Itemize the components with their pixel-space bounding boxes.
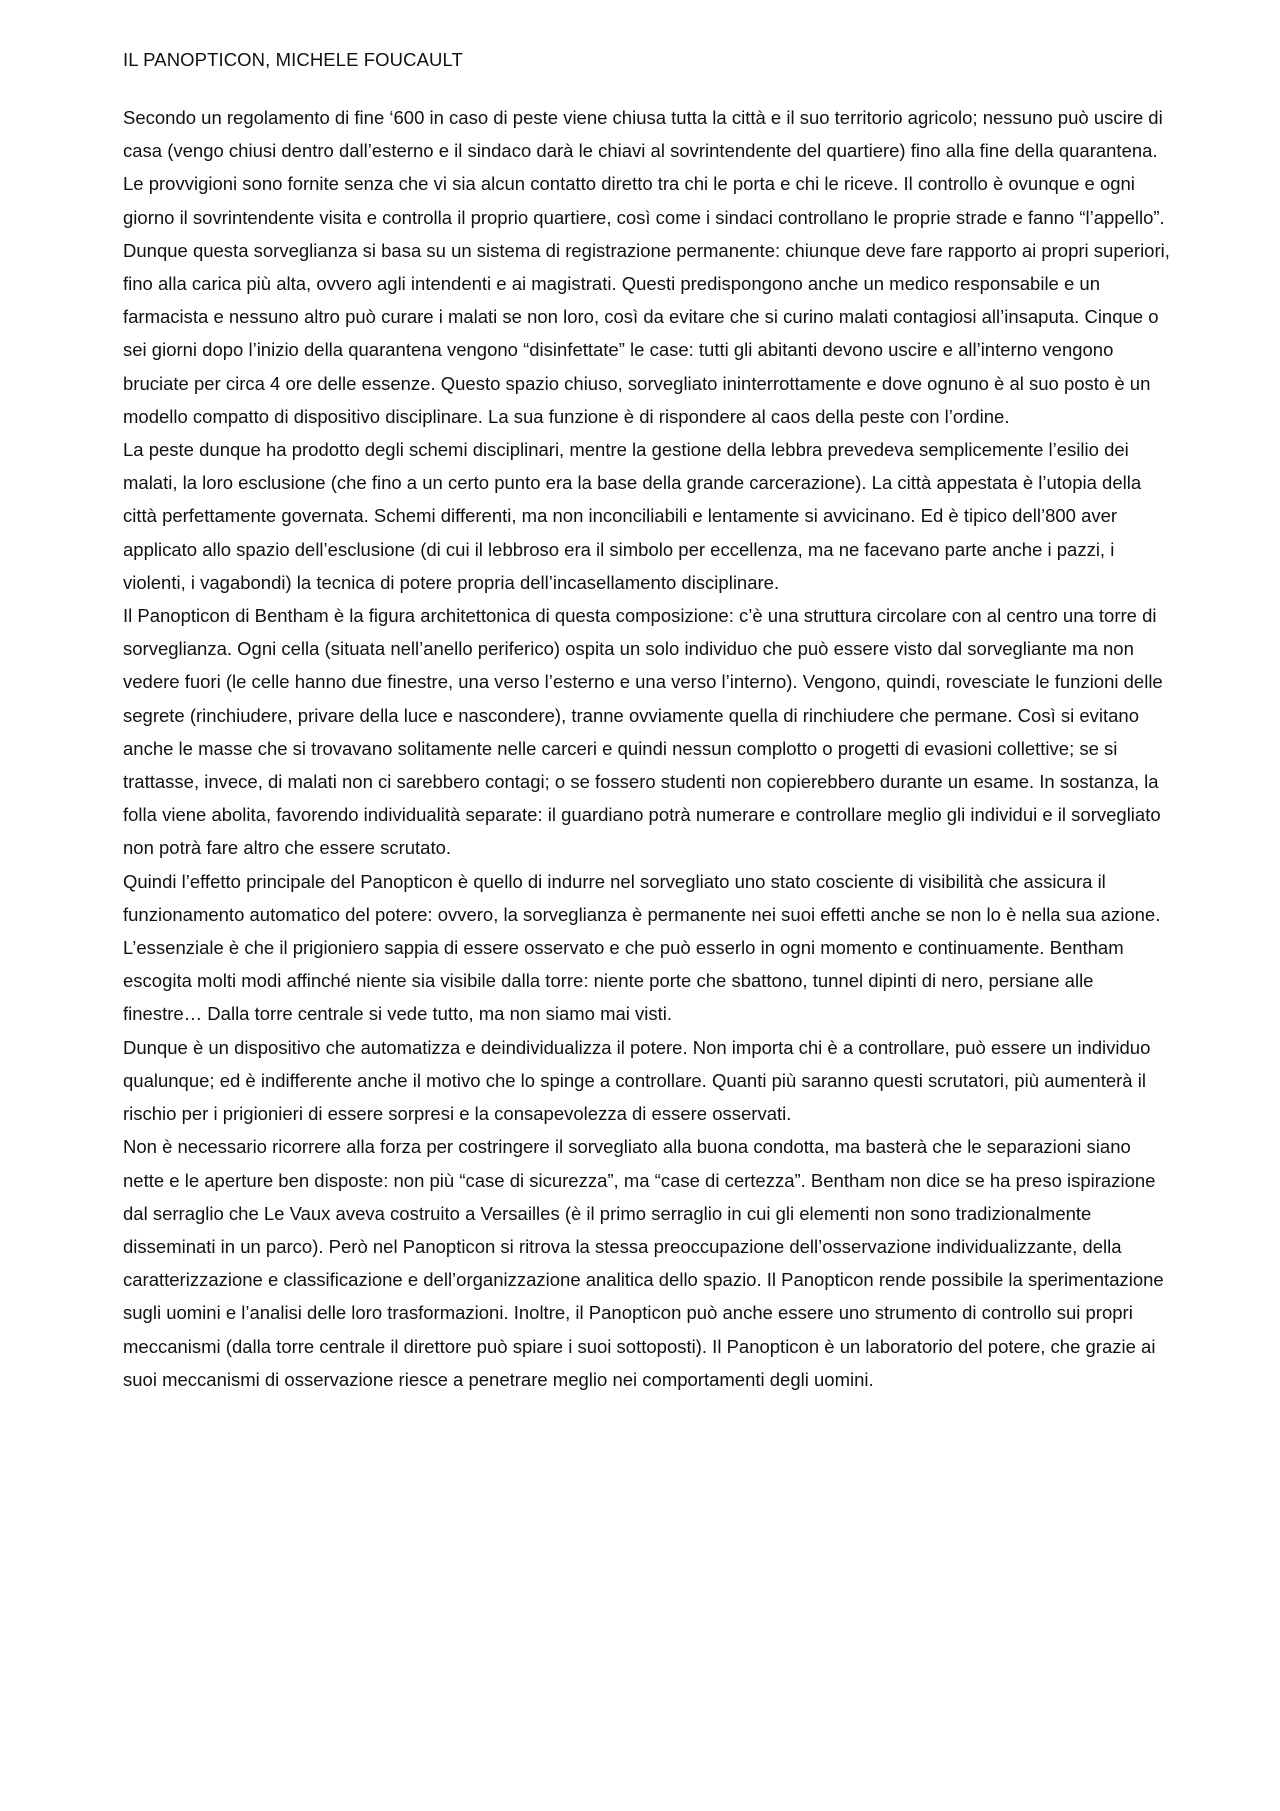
paragraph-bentham-panopticon: Il Panopticon di Bentham è la figura architettonica di questa composizione: c’è una struttura circolare con al centro una torre di sorveglianza. Ogni cella (situata nell’anello periferico) ospita un solo individuo che può essere visto dal sorvegliante ma non vedere fuori (le celle hanno due finestre, una verso l’esterno e una verso l’interno). Vengono, quindi, rovesciate le funzioni delle segrete (rinchiudere, privare della luce e nascondere), tranne ovviamente quella di rinchiudere che permane. Così si evitano anche le masse che si trovavano solitamente nelle carceri e quindi nessun complotto o progetti di evasioni collettive; se si trattasse, invece, di malati non ci sarebbero contagi; o se fossero studenti non copierebbero durante un esame. In sostanza, la folla viene abolita, favorendo individualità separate: il guardiano potrà numerare e controllare meglio gli individui e il sorvegliato non potrà fare altro che essere scrutato. bbox=[123, 605, 1163, 859]
paragraph-plague-vs-leprosy: La peste dunque ha prodotto degli schemi disciplinari, mentre la gestione della lebbra prevedeva semplicemente l’esilio dei malati, la loro esclusione (che fino a un certo punto era la base della grande carcerazione). La città appestata è l’utopia della città perfettamente governata. Schemi differenti, ma non inconciliabili e lentamente si avvicinano. Ed è tipico dell’800 aver applicato allo spazio dell’esclusione (di cui il lebbroso era il simbolo per eccellenza, ma ne facevano parte anche i pazzi, i violenti, i vagabondi) la tecnica di potere propria dell’incasellamento disciplinare. bbox=[123, 439, 1142, 593]
document-title: IL PANOPTICON, MICHELE FOUCAULT bbox=[123, 49, 463, 70]
paragraph-laboratory-of-power: Non è necessario ricorrere alla forza per costringere il sorvegliato alla buona condotta, ma basterà che le separazioni siano nette e le aperture ben disposte: non più “case di sicurezza”, ma “case di certezza”. Bentham non dice se ha preso ispirazione dal serraglio che Le Vaux aveva costruito a Versailles (è il primo serraglio in cui gli elementi non sono tradizionalmente disseminati in un parco). Però nel Panopticon si ritrova la stessa preoccupazione dell’osservazione individualizzante, della caratterizzazione e classificazione e dell’organizzazione analitica dello spazio. Il Panopticon rende possibile la sperimentazione sugli uomini e l’analisi delle loro trasformazioni. Inoltre, il Panopticon può anche essere uno strumento di controllo sui propri meccanismi (dalla torre centrale il direttore può spiare i suoi sottoposti). Il Panopticon è un laboratorio del potere, che grazie ai suoi meccanismi di osservazione riesce a penetrare meglio nei comportamenti degli uomini. bbox=[123, 1136, 1164, 1390]
paragraph-plague-regulation: Secondo un regolamento di fine ‘600 in caso di peste viene chiusa tutta la città e il suo territorio agricolo; nessuno può uscire di casa (vengo chiusi dentro dall’esterno e il sindaco darà le chiavi al sovrintendente del quartiere) fino alla fine della quarantena. Le provvigioni sono fornite senza che vi sia alcun contatto diretto tra chi le porta e chi le riceve. Il controllo è ovunque e ogni giorno il sovrintendente visita e controlla il proprio quartiere, così come i sindaci controllano le proprie strade e fanno “l’appello”. Dunque questa sorveglianza si basa su un sistema di registrazione permanente: chiunque deve fare rapporto ai propri superiori, fino alla carica più alta, ovvero agli intendenti e ai magistrati. Questi predispongono anche un medico responsabile e un farmacista e nessuno altro può curare i malati se non loro, così da evitare che si curino malati contagiosi all’insaputa. Cinque o sei giorni dopo l’inizio della quarantena vengono “disinfettate” le case: tutti gli abitanti devono uscire e all’interno vengono bruciate per circa 4 ore delle essenze. Questo spazio chiuso, sorvegliato ininterrottamente e dove ognuno è al suo posto è un modello compatto di dispositivo disciplinare. La sua funzione è di rispondere al caos della peste con l’ordine. bbox=[123, 107, 1170, 427]
document-body bbox=[123, 101, 1171, 1396]
paragraph-visibility-effect: Quindi l’effetto principale del Panopticon è quello di indurre nel sorvegliato uno stato cosciente di visibilità che assicura il funzionamento automatico del potere: ovvero, la sorveglianza è permanente nei suoi effetti anche se non lo è nella sua azione. L’essenziale è che il prigioniero sappia di essere osservato e che può esserlo in ogni momento e continuamente. Bentham escogita molti modi affinché niente sia visibile dalla torre: niente porte che sbattono, tunnel dipinti di nero, persiane alle finestre… Dalla torre centrale si vede tutto, ma non siamo mai visti. bbox=[123, 870, 1161, 1025]
paragraph-automated-power: Dunque è un dispositivo che automatizza e deindividualizza il potere. Non importa chi è a controllare, può essere un individuo qualunque; ed è indifferente anche il motivo che lo spinge a controllare. Quanti più saranno questi scrutatori, più aumenterà il rischio per i prigionieri di essere sorpresi e la consapevolezza di essere osservati. bbox=[123, 1036, 1151, 1125]
